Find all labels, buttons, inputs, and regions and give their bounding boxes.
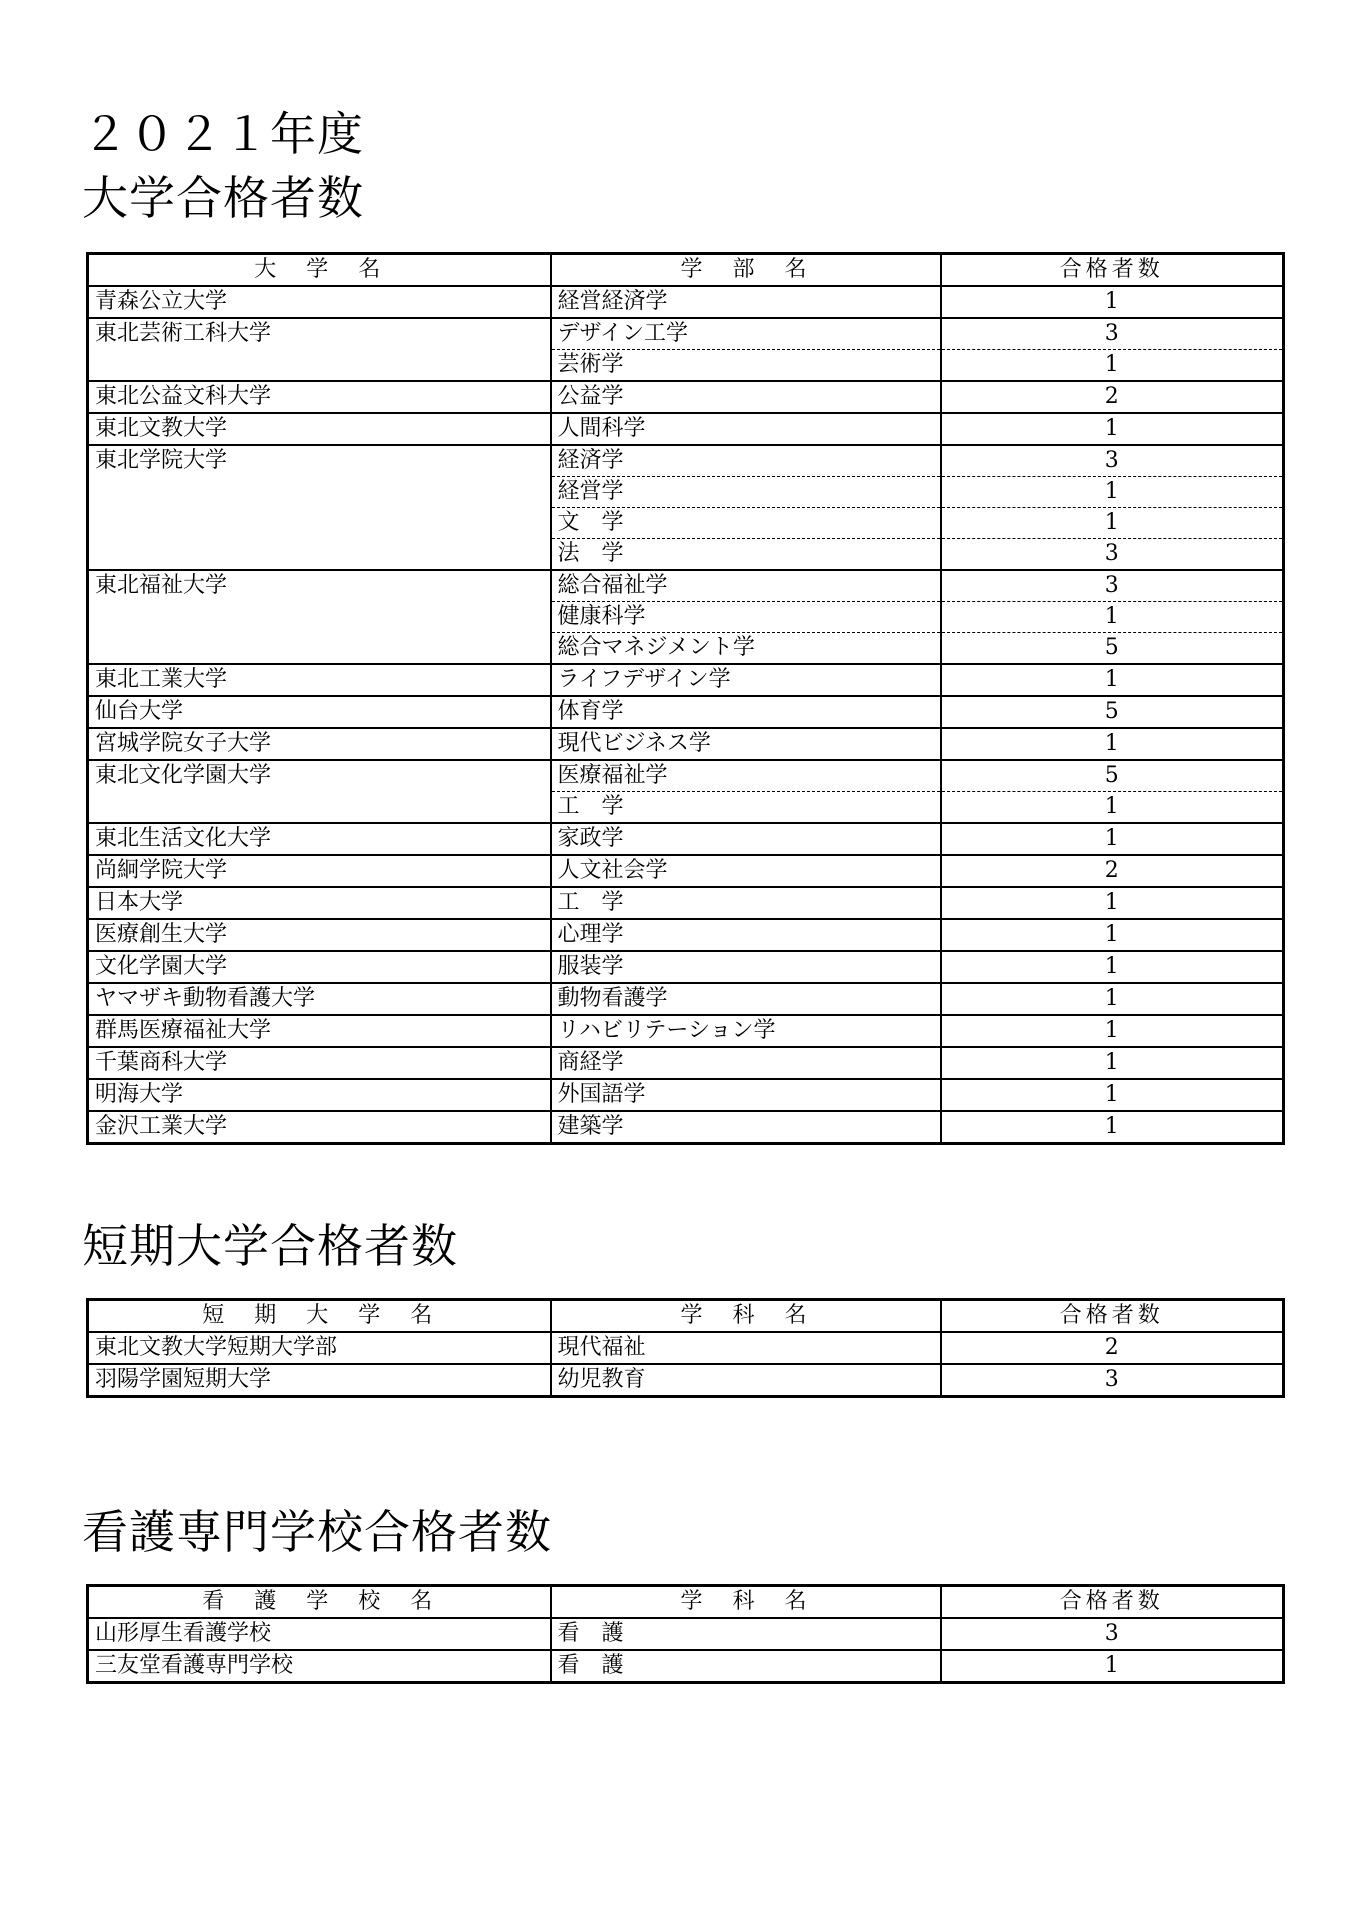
department-name: 服装学 [551,951,941,983]
university-name: 東北文化学園大学 [88,760,551,823]
university-name: 東北文教大学 [88,413,551,445]
nursing-school-section-title: 看護専門学校合格者数 [82,1505,552,1559]
department-name: 家政学 [551,823,941,855]
pass-count: 1 [941,823,1284,855]
school-name: 山形厚生看護学校 [88,1618,551,1650]
pass-count: 1 [941,983,1284,1015]
pass-count: 1 [941,508,1284,539]
table-header-row [88,254,1284,287]
table-row [88,381,1284,413]
table-row [88,664,1284,696]
pass-count: 2 [941,381,1284,413]
pass-count: 1 [941,1015,1284,1047]
department-name: 工 学 [551,792,941,824]
department-name: 動物看護学 [551,983,941,1015]
table-row [88,887,1284,919]
pass-count: 3 [941,445,1284,477]
university-name: 尚絅学院大学 [88,855,551,887]
university-name: 東北芸術工科大学 [88,318,551,381]
header-school: 短 期 大 学 名 [88,1300,551,1333]
header-count: 合格者数 [941,254,1284,287]
department-name: 心理学 [551,919,941,951]
university-name: 群馬医療福祉大学 [88,1015,551,1047]
school-name: 三友堂看護専門学校 [88,1650,551,1683]
university-name: 東北工業大学 [88,664,551,696]
university-name: ヤマザキ動物看護大学 [88,983,551,1015]
table-row [88,696,1284,728]
university-name: 金沢工業大学 [88,1111,551,1144]
department-name: 芸術学 [551,350,941,382]
pass-count: 1 [941,887,1284,919]
pass-count: 5 [941,633,1284,665]
university-section-title: 大学合格者数 [82,171,364,225]
table-row [88,1332,1284,1364]
table-row [88,318,1284,350]
university-name: 東北公益文科大学 [88,381,551,413]
pass-count: 2 [941,855,1284,887]
department-name: 人文社会学 [551,855,941,887]
university-table [86,252,1285,1145]
pass-count: 3 [941,570,1284,602]
table-row [88,1079,1284,1111]
table-row [88,1015,1284,1047]
department-name: 人間科学 [551,413,941,445]
table-row [88,760,1284,792]
pass-count: 1 [941,951,1284,983]
header-school: 看 護 学 校 名 [88,1586,551,1619]
department-name: ライフデザイン学 [551,664,941,696]
department-name: 建築学 [551,1111,941,1144]
table-row [88,983,1284,1015]
university-table-body [88,286,1284,1144]
pass-count: 3 [941,539,1284,571]
department-name: 体育学 [551,696,941,728]
header-count: 合格者数 [941,1300,1284,1333]
table-row [88,855,1284,887]
pass-count: 1 [941,350,1284,382]
table-row [88,951,1284,983]
department-name: 医療福祉学 [551,760,941,792]
department-name: 経営経済学 [551,286,941,318]
department-name: 経済学 [551,445,941,477]
university-name: 東北生活文化大学 [88,823,551,855]
school-name: 羽陽学園短期大学 [88,1364,551,1397]
pass-count: 1 [941,1111,1284,1144]
junior-college-section-title: 短期大学合格者数 [82,1219,458,1273]
table-row [88,1618,1284,1650]
pass-count: 1 [941,1079,1284,1111]
pass-count: 5 [941,760,1284,792]
university-name: 日本大学 [88,887,551,919]
table-header-row [88,1586,1284,1619]
pass-count: 3 [941,1364,1284,1397]
pass-count: 1 [941,1047,1284,1079]
university-name: 明海大学 [88,1079,551,1111]
table-header-row [88,1300,1284,1333]
department-name: 外国語学 [551,1079,941,1111]
department-name: 総合福祉学 [551,570,941,602]
table-row [88,570,1284,602]
header-department: 学 科 名 [551,1586,941,1619]
table-row [88,286,1284,318]
pass-count: 1 [941,477,1284,508]
department-name: 看 護 [551,1618,941,1650]
department-name: 商経学 [551,1047,941,1079]
pass-count: 1 [941,286,1284,318]
department-name: 健康科学 [551,602,941,633]
school-name: 東北文教大学短期大学部 [88,1332,551,1364]
university-name: 東北福祉大学 [88,570,551,664]
department-name: 公益学 [551,381,941,413]
department-name: 現代福祉 [551,1332,941,1364]
pass-count: 3 [941,318,1284,350]
header-department: 学 部 名 [551,254,941,287]
department-name: 文 学 [551,508,941,539]
pass-count: 1 [941,602,1284,633]
table-row [88,1047,1284,1079]
university-name: 医療創生大学 [88,919,551,951]
header-count: 合格者数 [941,1586,1284,1619]
university-name: 宮城学院女子大学 [88,728,551,760]
department-name: 総合マネジメント学 [551,633,941,665]
pass-count: 3 [941,1618,1284,1650]
table-row [88,728,1284,760]
pass-count: 1 [941,1650,1284,1683]
nursing-school-table [86,1584,1285,1684]
pass-count: 2 [941,1332,1284,1364]
department-name: 法 学 [551,539,941,571]
university-name: 千葉商科大学 [88,1047,551,1079]
university-name: 仙台大学 [88,696,551,728]
header-department: 学 科 名 [551,1300,941,1333]
university-name: 文化学園大学 [88,951,551,983]
pass-count: 1 [941,728,1284,760]
table-row [88,413,1284,445]
table-row [88,1111,1284,1144]
department-name: 経営学 [551,477,941,508]
university-name: 青森公立大学 [88,286,551,318]
table-row [88,1650,1284,1683]
department-name: リハビリテーション学 [551,1015,941,1047]
department-name: 看 護 [551,1650,941,1683]
pass-count: 1 [941,919,1284,951]
department-name: 幼児教育 [551,1364,941,1397]
department-name: デザイン工学 [551,318,941,350]
junior-college-table [86,1298,1285,1398]
pass-count: 1 [941,664,1284,696]
year-title: ２０２１年度 [82,107,364,161]
department-name: 現代ビジネス学 [551,728,941,760]
pass-count: 5 [941,696,1284,728]
table-row [88,823,1284,855]
table-row [88,919,1284,951]
header-university: 大 学 名 [88,254,551,287]
university-name: 東北学院大学 [88,445,551,570]
pass-count: 1 [941,413,1284,445]
pass-count: 1 [941,792,1284,824]
table-row [88,1364,1284,1397]
table-row [88,445,1284,477]
department-name: 工 学 [551,887,941,919]
